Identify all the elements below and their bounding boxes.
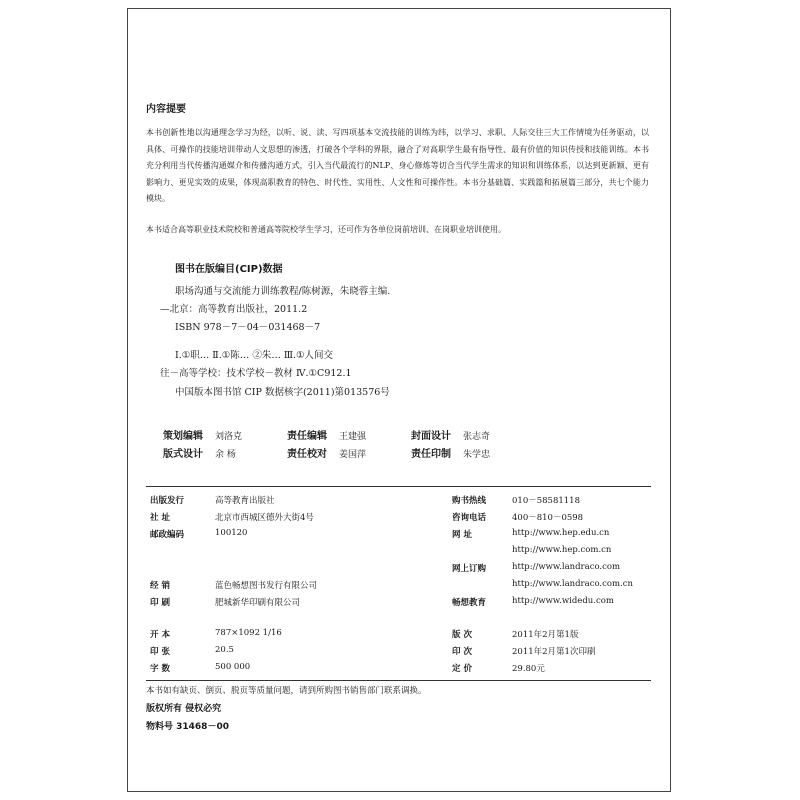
format-label: 字 数 <box>150 664 170 674</box>
credits-row-2 <box>163 445 535 460</box>
quality-notice: 本书如有缺页、倒页、脱页等质量问题，请到所购图书销售部门联系调换。 <box>146 686 427 696</box>
pub-value: 010－58581118 <box>512 496 580 506</box>
pub-value: 肥城新华印刷有限公司 <box>215 598 301 608</box>
credit-label: 责任校对 <box>287 449 327 460</box>
pub-value: 北京市西城区德外大街4号 <box>215 513 314 523</box>
pub-value: 蓝色畅想图书发行有限公司 <box>215 581 318 591</box>
credit-label: 责任印制 <box>411 449 451 460</box>
format-label: 印 张 <box>150 647 170 657</box>
pub-label: 网 址 <box>452 530 472 540</box>
cip-line-5: 往－高等学校：技术学校－教材 Ⅳ.①C912.1 <box>160 368 352 379</box>
format-value: 2011年2月第1版 <box>512 630 579 640</box>
pub-label: 出版发行 <box>150 496 185 506</box>
credit-label: 责任编辑 <box>287 431 327 442</box>
format-label: 开 本 <box>150 630 170 640</box>
pub-value: http://www.widedu.com <box>512 596 614 606</box>
pub-value: http://www.hep.com.cn <box>512 545 612 555</box>
credit-name: 姜国萍 <box>339 450 367 460</box>
cip-line-6: 中国版本图书馆 CIP 数据核字(2011)第013576号 <box>175 387 390 398</box>
pub-value: 高等教育出版社 <box>215 496 275 506</box>
credit-label: 封面设计 <box>411 431 451 442</box>
cip-line-2: —北京：高等教育出版社，2011.2 <box>160 304 308 315</box>
format-value: 2011年2月第1次印刷 <box>512 647 596 657</box>
format-value: 20.5 <box>215 645 234 655</box>
pub-value: http://www.landraco.com <box>512 562 621 572</box>
pub-value: 100120 <box>215 528 248 538</box>
credits-row-1 <box>163 427 535 442</box>
credit-name: 朱学忠 <box>463 450 491 460</box>
cip-line-1: 职场沟通与交流能力训练教程/陈树源，朱晓蓉主编. <box>175 286 391 297</box>
material-number: 物料号 31468－00 <box>146 722 229 732</box>
credit-name: 王建强 <box>339 432 367 442</box>
pub-label: 社 址 <box>150 513 170 523</box>
credit-label: 策划编辑 <box>163 431 203 442</box>
pub-label: 网上订购 <box>452 564 487 574</box>
cip-line-4: Ⅰ.①职… Ⅱ.①陈… ②朱… Ⅲ.①人间交 <box>175 350 334 361</box>
copyright-notice: 版权所有 侵权必究 <box>146 704 222 714</box>
pub-label: 咨询电话 <box>452 513 487 523</box>
cip-heading: 图书在版编目(CIP)数据 <box>175 264 283 275</box>
format-label: 定 价 <box>452 664 472 674</box>
summary-paragraph-2: 本书适合高等职业技术院校和普通高等院校学生学习，还可作为各单位岗前培训、在岗职业培训使用。 <box>146 225 506 234</box>
cip-line-3: ISBN 978－7－04－031468－7 <box>175 322 321 333</box>
pub-label: 畅想教育 <box>452 598 487 608</box>
format-value: 29.80元 <box>512 664 545 674</box>
pub-value: 400－810－0598 <box>512 513 584 523</box>
divider-top <box>146 486 651 487</box>
format-label: 版 次 <box>452 630 472 640</box>
summary-heading: 内容提要 <box>146 104 186 115</box>
pub-value: http://www.hep.edu.cn <box>512 528 610 538</box>
credit-label: 版式设计 <box>163 449 203 460</box>
format-value: 787×1092 1/16 <box>215 628 282 638</box>
credit-name: 张志奇 <box>463 432 491 442</box>
format-value: 500 000 <box>215 662 251 672</box>
credit-name: 刘洛克 <box>215 432 243 442</box>
divider-bottom <box>146 680 651 681</box>
pub-label: 购书热线 <box>452 496 487 506</box>
pub-value: http://www.landraco.com.cn <box>512 579 633 589</box>
pub-label: 经 销 <box>150 581 170 591</box>
pub-label: 印 刷 <box>150 598 170 608</box>
pub-label: 邮政编码 <box>150 530 185 540</box>
credit-name: 余 杨 <box>215 450 236 460</box>
summary-paragraph-1: 本书创新性地以沟通理念学习为经，以听、说、读、写四项基本交流技能的训练为纬，以学习、求职、人际交往三大工作情境为任务驱动，以具体、可操作的技能培训带动人文思想的渗透，打破各个学科的界限，融合了对高职学生最有指导性、最有价值的知识传授和技能训练。本书充分利用当代传播沟通媒介和传播沟通方式，引入当代最流行的NLP、身心修炼等切合当代学生需求的知识和训练体系，以达到更新颖、更有影响力、更见实效的成果，体现高职教育的特色、时代性、实用性、人文性和可操作性。本书分基础篇、实践篇和拓展篇三部分，共七个能力模块。 <box>146 128 649 203</box>
format-label: 印 次 <box>452 647 472 657</box>
